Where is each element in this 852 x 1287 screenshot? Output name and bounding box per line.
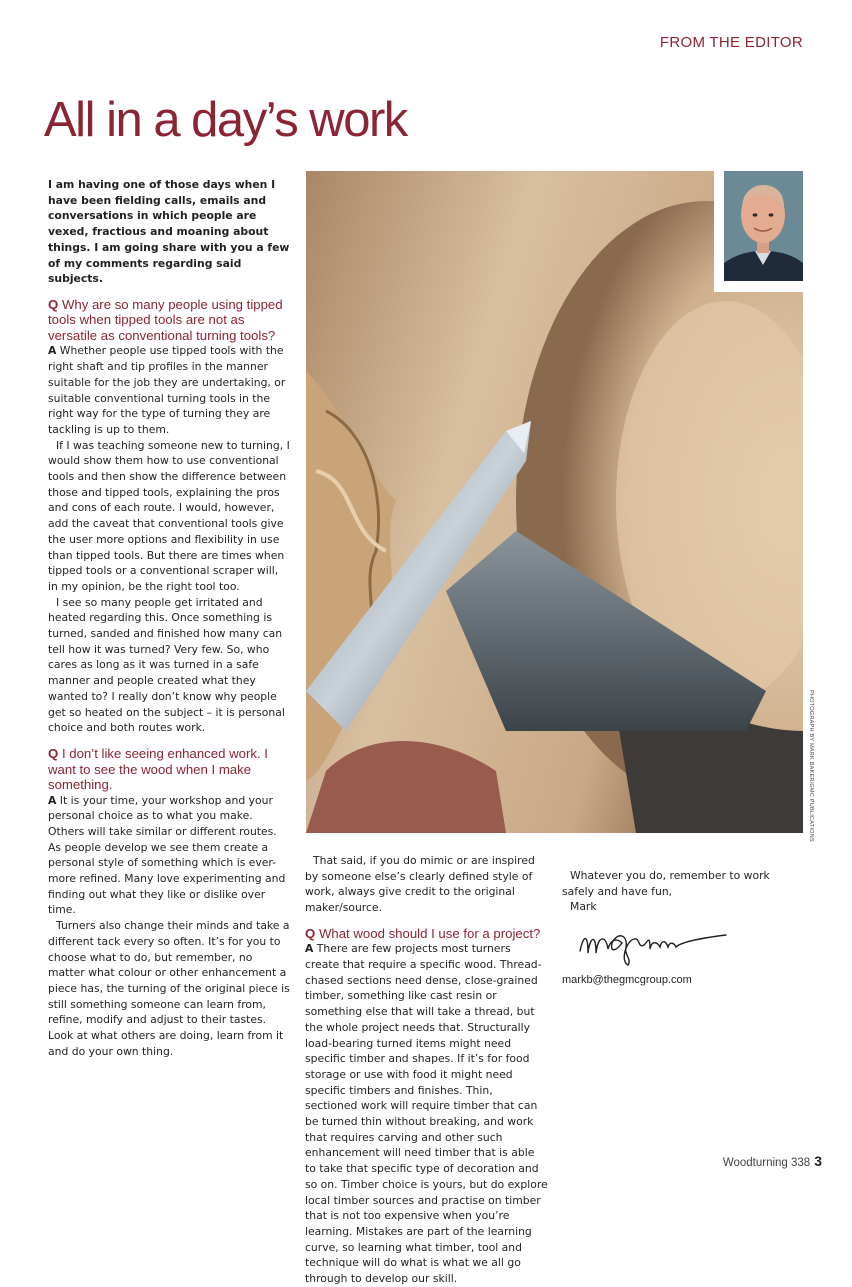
a-marker: A bbox=[48, 793, 57, 807]
answer-2-para-3: That said, if you do mimic or are inspired by someone else’s clearly defined style of work, always give credit to the original maker/source. bbox=[305, 854, 535, 915]
question-3-text: What wood should I use for a project? bbox=[318, 925, 541, 941]
article-column-2 bbox=[305, 853, 548, 1287]
answer-2-text: It is your time, your workshop and your personal choice as to what you make. Others will take similar or different routes. As people develop we see them create a personal style of something which is ever-more refined. Many love experimenting and finding out what they like or dislike over time. bbox=[48, 793, 286, 917]
signoff-name: Mark bbox=[570, 900, 597, 914]
question-1-text: Why are so many people using tipped tools when tipped tools are not as versatile as conventional turning tools? bbox=[48, 296, 283, 343]
answer-1-para-2: If I was teaching someone new to turning, I would show them how to use conventional tools and then show the difference between those and tipped tools, explaining the pros and cons of each route. I would, however, add the caveat that conventional tools give the user more options and flexibility in use than tipped tools. But there are times when tipped tools or a conventional scraper will, in my opinion, be the right tool too. bbox=[48, 438, 290, 593]
page-footer bbox=[723, 1153, 822, 1169]
signature-icon bbox=[576, 921, 736, 969]
q-marker: Q bbox=[48, 296, 59, 312]
spacer bbox=[562, 853, 805, 868]
photo-credit: PHOTOGRAPH BY MARK BAKER/GMC PUBLICATIONS bbox=[808, 690, 814, 842]
page-number: 3 bbox=[814, 1153, 822, 1169]
magazine-issue: Woodturning 338 bbox=[722, 1157, 811, 1169]
a-marker: A bbox=[305, 942, 314, 956]
a-marker: A bbox=[48, 344, 57, 358]
answer-2-para-1 bbox=[48, 793, 291, 919]
question-1 bbox=[48, 297, 291, 344]
q-marker: Q bbox=[48, 746, 59, 761]
article-column-1 bbox=[48, 177, 291, 1059]
question-3 bbox=[305, 926, 548, 942]
answer-3-para-1 bbox=[305, 941, 548, 1286]
answer-1-para-1 bbox=[48, 343, 291, 437]
section-label: FROM THE EDITOR bbox=[659, 34, 803, 51]
closing-paragraph: Whatever you do, remember to work safely and have fun, bbox=[562, 869, 770, 898]
intro-paragraph: I am having one of those days when I have been fielding calls, emails and conversations in which people are vexed, fractious and moaning about things. I am going share with you a few of my comments regarding said subjects. bbox=[48, 178, 290, 286]
editor-portrait bbox=[714, 171, 803, 292]
answer-1-text: Whether people use tipped tools with the right shaft and tip profiles in the manner suitable for the job they are undertaking, or suitable conventional turning tools in the right way for the type of turning they are tackling is up to them. bbox=[48, 344, 286, 436]
answer-1-para-3: I see so many people get irritated and heated regarding this. Once something is turned, sanded and finished how many can tell how it was turned? Very few. So, who cares as long as it was turned in a safe manner and people created what they wanted to? I really don’t know why people get so heated on the subject – it is personal choice and both routes work. bbox=[48, 595, 285, 735]
article-column-3 bbox=[562, 853, 805, 989]
question-2 bbox=[48, 746, 291, 793]
editor-email[interactable]: markb@thegmcgroup.com bbox=[562, 974, 692, 987]
q-marker: Q bbox=[305, 925, 316, 941]
answer-3-text: There are few projects most turners create that require a specific wood. Thread-chased sections need dense, close-grained timber, something like cast resin or something else that will take a thread, but the whole project needs that. Structurally load-bearing turned items might need specific timber and shapes. If it’s for food storage or use with food it might need specific timbers and finishes. Thin, sectioned work will require timber that can be turned thin without breaking, and work that requires carving and other such enhancement will need timber that is able to take that specific type of decoration and so on. Timber choice is yours, but do explore local timber sources and practise on timber that is not too expensive when you’re learning. Mistakes are part of the learning curve, so learning what timber, tool and technique will do what is what we all go through to develop our skill. bbox=[305, 942, 548, 1286]
page-title: All in a day’s work bbox=[44, 93, 407, 147]
answer-2-para-2: Turners also change their minds and take a different tack every so often. It’s for you to choose what to do, but remember, no matter what colour or other enhancement a piece has, the turning of the original piece is still something someone can learn from, refine, modify and adjust to their tastes. Look at what others are doing, learn from it and do your own thing. bbox=[48, 919, 290, 1058]
question-2-text: I don’t like seeing enhanced work. I want to see the wood when I make something. bbox=[48, 746, 268, 792]
